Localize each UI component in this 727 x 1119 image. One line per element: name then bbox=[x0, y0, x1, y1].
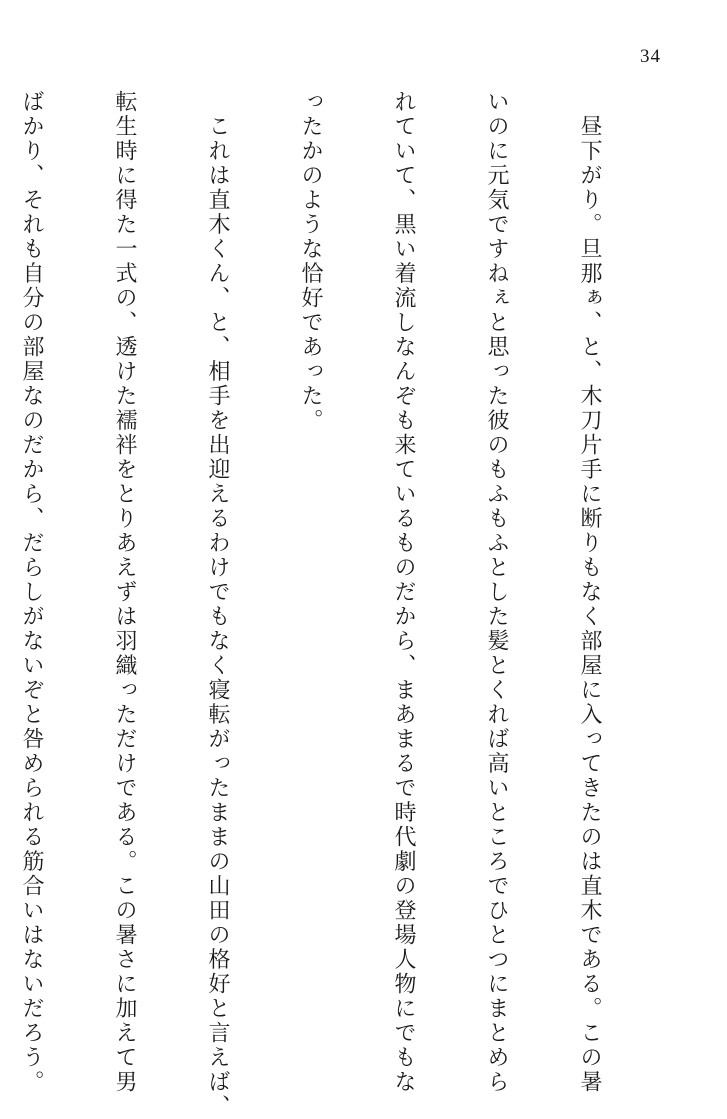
page-number: 34 bbox=[640, 46, 661, 67]
text-line: 昼下がり。旦那ぁ、と、木刀片手に断りもなく部屋に入ってきたのは直木である。この暑 bbox=[577, 90, 602, 1095]
vertical-text-body bbox=[19, 90, 667, 1119]
text-line: れていて、黒い着流しなんぞも来ているものだから、まあまるで時代劇の登場人物にでもな bbox=[391, 90, 416, 1095]
text-line: これは直木くん、と、相手を出迎えるわけでもなく寝転がったままの山田の格好と言えば、 bbox=[205, 90, 230, 1119]
text-line: いのに元気ですねぇと思った彼のもふもふとした髪とくれば高いところでひとつにまとめら bbox=[484, 90, 509, 1095]
text-line: ばかり、それも自分の部屋なのだから、だらしがないぞと咎められる筋合いはないだろう。 bbox=[19, 90, 44, 1095]
text-line: 転生時に得た一式の、透けた襦袢をとりあえずは羽織っただけである。この暑さに加えて男 bbox=[112, 90, 137, 1095]
text-line: ったかのような恰好であった。 bbox=[298, 90, 323, 433]
